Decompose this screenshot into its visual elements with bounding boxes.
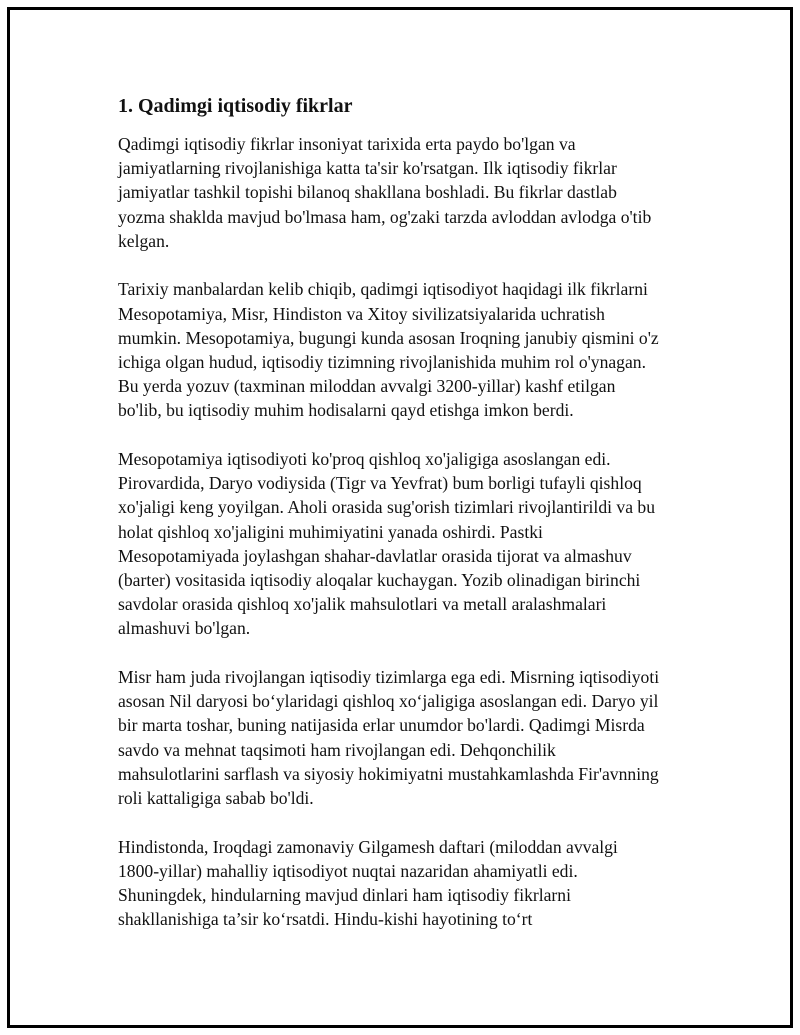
text-line: bo'lib, bu iqtisodiy muhim hodisalarni qayd etishga imkon berdi. bbox=[118, 400, 574, 421]
text-line: Mesopotamiya iqtisodiyoti ko'proq qishloq xo'jaligiga asoslangan edi. bbox=[118, 449, 611, 470]
text-line: mahsulotlarini sarflash va siyosiy hokimiyatni mustahkamlashda Fir'avnning bbox=[118, 763, 659, 784]
text-line: jamiyatlar tashkil topishi bilanoq shakllana boshladi. Bu fikrlar dastlab bbox=[118, 182, 617, 203]
text-line: xo'jaligi keng yoyilgan. Aholi orasida sug'orish tizimlari rivojlantirildi va bu bbox=[118, 497, 656, 518]
text-line: Hindistonda, Iroqdagi zamonaviy Gilgamesh daftari (miloddan avvalgi bbox=[118, 836, 618, 857]
section-heading: 1. Qadimgi iqtisodiy fikrlar bbox=[118, 95, 353, 117]
text-line: Tarixiy manbalardan kelib chiqib, qadimgi iqtisodiyot haqidagi ilk fikrlarni bbox=[118, 279, 648, 300]
text-line: ichiga olgan hudud, iqtisodiy tizimning rivojlanishida muhim rol o'ynagan. bbox=[118, 352, 646, 373]
paragraph-2 bbox=[118, 277, 698, 422]
text-line: (barter) vositasida iqtisodiy aloqalar kuchaygan. Yozib olinadigan birinchi bbox=[118, 570, 641, 591]
text-line: kelgan. bbox=[118, 230, 170, 251]
text-line: Shuningdek, hindularning mavjud dinlari ham iqtisodiy fikrlarni bbox=[118, 885, 571, 906]
text-line: roli kattaligiga sabab bo'ldi. bbox=[118, 788, 314, 809]
text-line: 1800-yillar) mahalliy iqtisodiyot nuqtai nazaridan ahamiyatli edi. bbox=[118, 860, 578, 881]
text-line: jamiyatlarning rivojlanishiga katta ta'sir ko'rsatgan. Ilk iqtisodiy fikrlar bbox=[118, 158, 617, 179]
paragraph-4 bbox=[118, 665, 698, 810]
text-line: savdolar orasida qishloq xo'jalik mahsulotlari va metall aralashmalari bbox=[118, 594, 607, 615]
text-line: Bu yerda yozuv (taxminan miloddan avvalgi 3200-yillar) kashf etilgan bbox=[118, 376, 616, 397]
text-line: bir marta toshar, buning natijasida erlar unumdor bo'lardi. Qadimgi Misrda bbox=[118, 715, 645, 736]
text-line: Mesopotamiyada joylashgan shahar-davlatlar orasida tijorat va almashuv bbox=[118, 545, 632, 566]
document-body bbox=[118, 92, 698, 956]
text-line: shakllanishiga ta’sir ko‘rsatdi. Hindu-kishi hayotining to‘rt bbox=[118, 909, 533, 930]
text-line: Misr ham juda rivojlangan iqtisodiy tizimlarga ega edi. Misrning iqtisodiyoti bbox=[118, 667, 660, 688]
text-line: mumkin. Mesopotamiya, bugungi kunda asosan Iroqning janubiy qismini o'z bbox=[118, 327, 659, 348]
paragraph-1 bbox=[118, 132, 698, 253]
text-line: holat qishloq xo'jaligini muhimiyatini yanada oshirdi. Pastki bbox=[118, 521, 543, 542]
text-line: Pirovardida, Daryo vodiysida (Tigr va Yevfrat) bum borligi tufayli qishloq bbox=[118, 473, 642, 494]
text-line: Qadimgi iqtisodiy fikrlar insoniyat tarixida erta paydo bo'lgan va bbox=[118, 134, 576, 154]
text-line: yozma shaklda mavjud bo'lmasa ham, og'zaki tarzda avloddan avlodga o'tib bbox=[118, 206, 652, 227]
paragraph-5 bbox=[118, 835, 698, 932]
text-line: Mesopotamiya, Misr, Hindiston va Xitoy sivilizatsiyalarida uchratish bbox=[118, 303, 605, 324]
text-line: savdo va mehnat taqsimoti ham rivojlangan edi. Dehqonchilik bbox=[118, 739, 556, 760]
paragraph-3 bbox=[118, 447, 698, 641]
text-line: almashuvi bo'lgan. bbox=[118, 618, 251, 639]
text-line: asosan Nil daryosi bo‘ylaridagi qishloq xo‘jaligiga asoslangan edi. Daryo yil bbox=[118, 691, 659, 712]
